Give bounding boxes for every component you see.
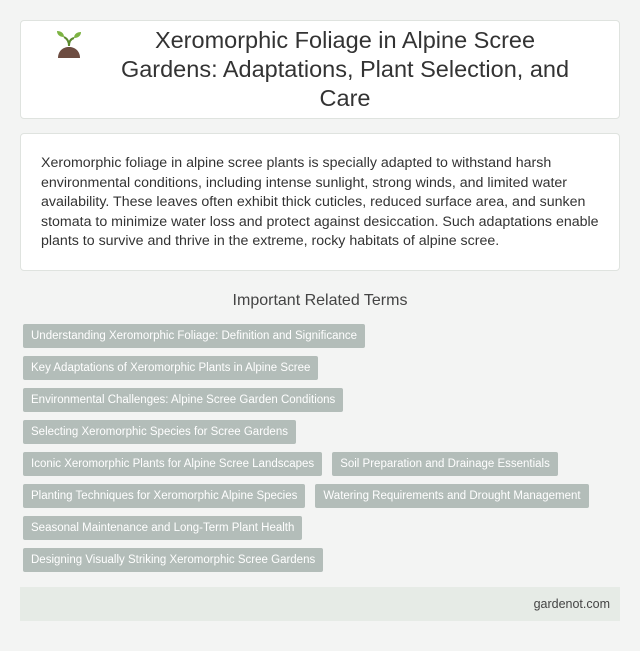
tag-row	[23, 548, 623, 572]
tag-row	[23, 324, 623, 348]
related-term-tag[interactable]: Environmental Challenges: Alpine Scree Garden Conditions	[23, 388, 343, 412]
page-title: Xeromorphic Foliage in Alpine Scree Gardens: Adaptations, Plant Selection, and Care	[120, 27, 570, 111]
related-term-tag[interactable]: Watering Requirements and Drought Management	[315, 484, 588, 508]
related-term-tag[interactable]: Selecting Xeromorphic Species for Scree Gardens	[23, 420, 296, 444]
title-card	[20, 20, 620, 119]
related-term-tag[interactable]: Understanding Xeromorphic Foliage: Definition and Significance	[23, 324, 365, 348]
tag-row	[23, 484, 623, 508]
related-term-tag[interactable]: Soil Preparation and Drainage Essentials	[332, 452, 558, 476]
seedling-icon	[55, 30, 83, 60]
summary-card	[20, 133, 620, 271]
related-term-tag[interactable]: Designing Visually Striking Xeromorphic Scree Gardens	[23, 548, 323, 572]
title-row	[55, 26, 585, 113]
footer-site-link[interactable]: gardenot.com	[533, 597, 610, 611]
tag-row	[23, 420, 623, 444]
related-term-tag[interactable]: Planting Techniques for Xeromorphic Alpine Species	[23, 484, 305, 508]
related-terms-list	[23, 324, 623, 580]
summary-text: Xeromorphic foliage in alpine scree plants is specially adapted to withstand harsh environmental conditions, including intense sunlight, strong winds, and limited water availability. These leaves often exhibit thick cuticles, reduced surface area, and sunken stomata to minimize water loss and protect against desiccation. Such adaptations enable plants to survive and thrive in the extreme, rocky habitats of alpine scree.	[41, 155, 599, 249]
tag-row	[23, 388, 623, 412]
related-term-tag[interactable]: Seasonal Maintenance and Long-Term Plant Health	[23, 516, 302, 540]
related-term-tag[interactable]: Key Adaptations of Xeromorphic Plants in Alpine Scree	[23, 356, 318, 380]
tag-row	[23, 516, 623, 540]
tag-row	[23, 452, 623, 476]
related-term-tag[interactable]: Iconic Xeromorphic Plants for Alpine Scree Landscapes	[23, 452, 322, 476]
footer	[20, 587, 620, 621]
related-terms-heading: Important Related Terms	[232, 292, 408, 309]
tag-row	[23, 356, 623, 380]
